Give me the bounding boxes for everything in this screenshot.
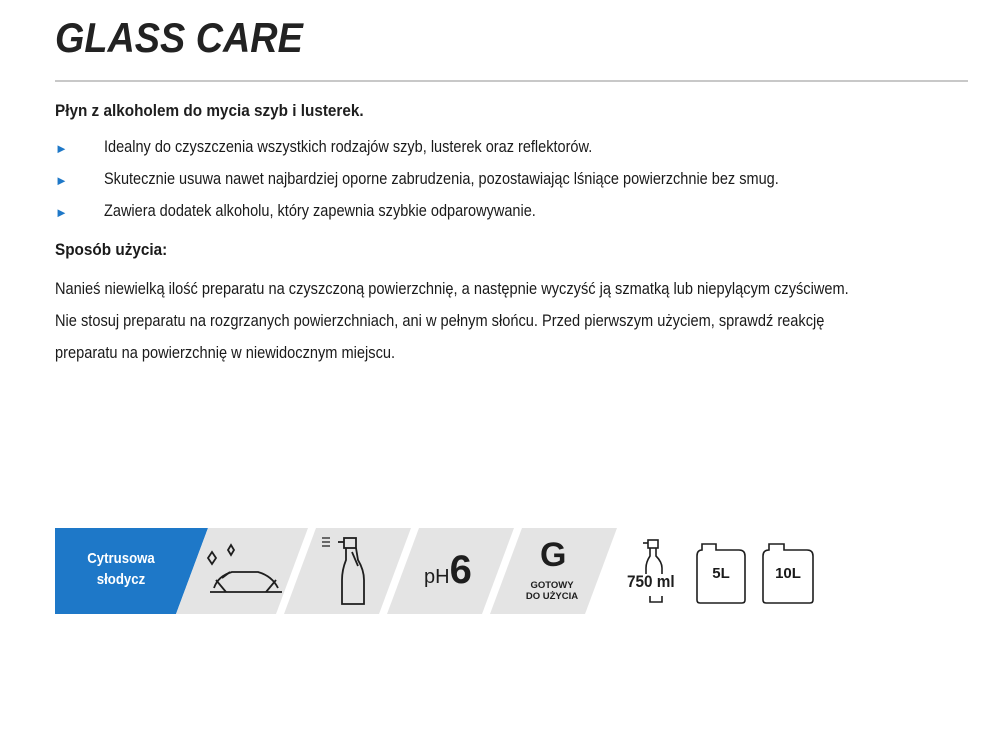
- usage-line: Nanieś niewielką ilość preparatu na czyszczoną powierzchnię, a następnie wyczyść ją szmatką lub niepylącym czyściwem.: [55, 280, 849, 298]
- list-item-text: Zawiera dodatek alkoholu, który zapewnia szybkie odparowywanie.: [104, 202, 536, 220]
- ph-value: 6: [449, 548, 472, 592]
- canister-5l-label: 5L: [712, 565, 730, 582]
- ready-line: GOTOWY: [530, 580, 574, 591]
- usage-line: Nie stosuj preparatu na rozgrzanych powierzchniach, ani w pełnym słońcu. Przed pierwszym użyciem, sprawdź reakcję: [55, 312, 825, 330]
- usage-heading: Sposób użycia:: [55, 240, 168, 259]
- scent-line: Cytrusowa: [87, 550, 155, 567]
- bottle-size-label: 750 ml: [627, 572, 675, 591]
- page-title: GLASS CARE: [55, 14, 303, 61]
- list-item-text: Skutecznie usuwa nawet najbardziej oporne zabrudzenia, pozostawiając lśniące powierzchnie bez smug.: [104, 170, 779, 188]
- ready-to-use-letter: G: [540, 536, 567, 574]
- ph-badge: [424, 548, 472, 593]
- ph-label: pH: [424, 566, 450, 588]
- bullet-arrow-icon: ►: [55, 205, 68, 220]
- bullet-arrow-icon: ►: [55, 141, 68, 156]
- canister-10l-label: 10L: [775, 565, 801, 582]
- product-subtitle: Płyn z alkoholem do mycia szyb i lusterek.: [55, 101, 364, 120]
- usage-line: preparatu na powierzchnię w niewidocznym miejscu.: [55, 344, 396, 362]
- scent-line: słodycz: [96, 571, 146, 588]
- scent-label: [64, 548, 178, 590]
- ready-to-use-label: [512, 580, 592, 602]
- list-item-text: Idealny do czyszczenia wszystkich rodzajów szyb, lusterek oraz reflektorów.: [104, 138, 593, 156]
- ready-line: DO UŻYCIA: [525, 591, 579, 602]
- bullet-arrow-icon: ►: [55, 173, 68, 188]
- bottle-750-icon: [643, 540, 662, 602]
